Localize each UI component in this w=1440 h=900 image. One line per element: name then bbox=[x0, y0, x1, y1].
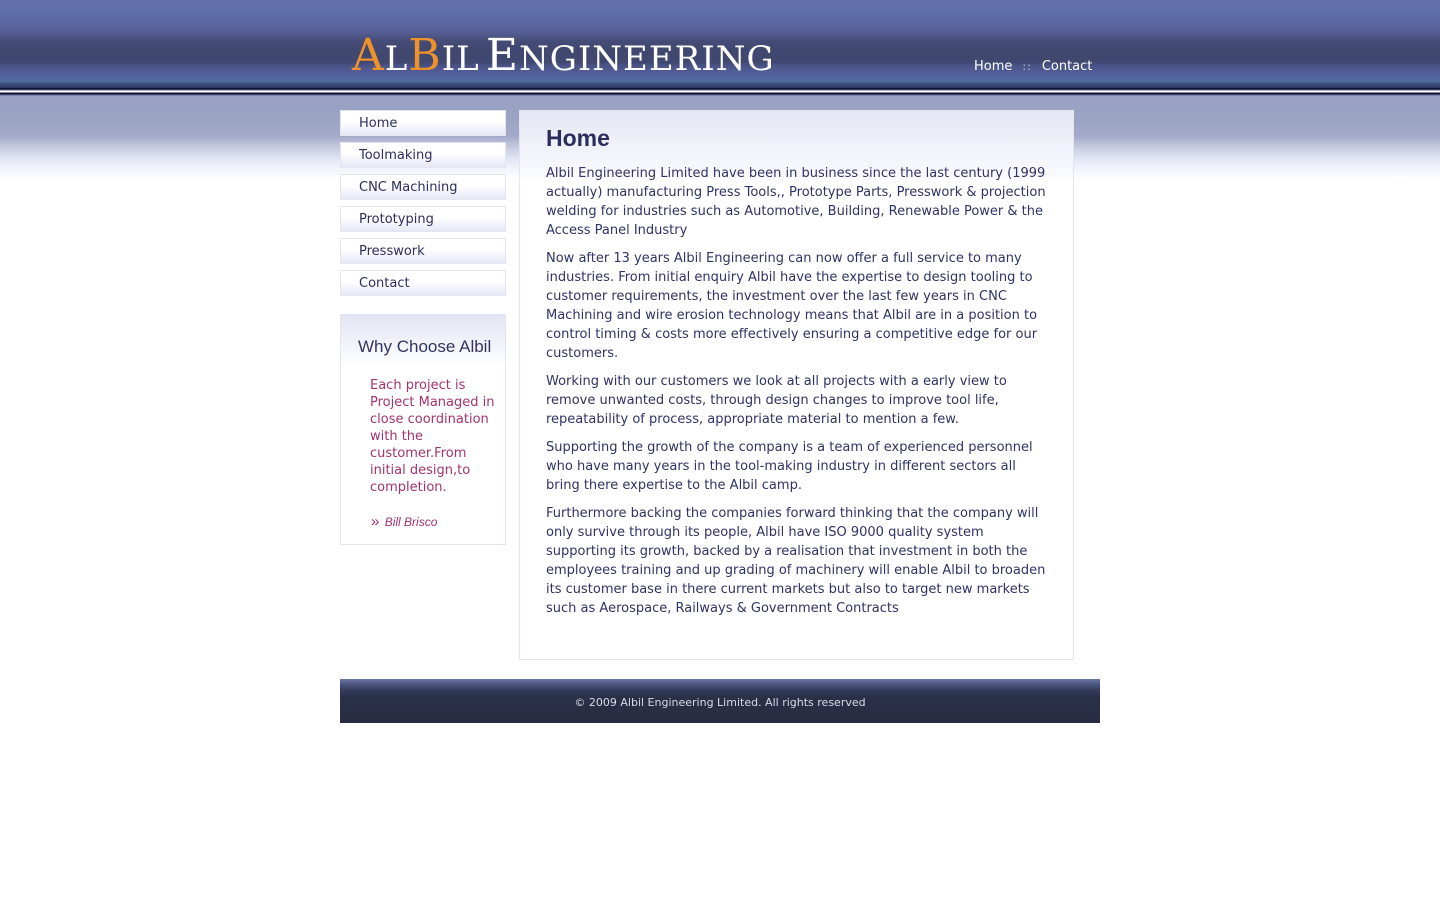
sidebar-item-cnc-machining[interactable]: CNC Machining bbox=[340, 174, 506, 200]
logo-letters-il: IL bbox=[441, 39, 480, 79]
sidebar-item-presswork[interactable]: Presswork bbox=[340, 238, 506, 264]
page-title: Home bbox=[546, 125, 610, 151]
site-logo[interactable] bbox=[352, 30, 775, 81]
content-paragraph: Now after 13 years Albil Engineering can now offer a full service to many industries. From initial enquiry Albil have the expertise to design tooling to customer requirements, the investment over the last few years in CNC Machining and wire erosion technology means that Albil are in a position to control timing & costs more effectively ensuring a competitive edge for our customers. bbox=[546, 251, 1038, 361]
logo-letter-l: L bbox=[384, 39, 409, 79]
raquo-icon: » bbox=[371, 513, 380, 530]
logo-letters-ngineering: NGINEERING bbox=[518, 39, 775, 79]
content-paragraph: Supporting the growth of the company is a team of experienced personnel who have many years in the tool-making industry in different sectors all bring there expertise to the Albil camp. bbox=[546, 440, 1033, 493]
logo-letter-b: B bbox=[408, 30, 442, 81]
why-choose-box bbox=[340, 314, 506, 545]
logo-letter-e: E bbox=[485, 30, 519, 81]
top-nav-home[interactable]: Home bbox=[974, 58, 1013, 74]
top-nav-separator: :: bbox=[1022, 59, 1032, 73]
quote-author-name: Bill Brisco bbox=[384, 515, 438, 529]
content-paragraph: Albil Engineering Limited have been in business since the last century (1999 actually) manufacturing Press Tools,, Prototype Parts, Presswork & projection welding for industries such as Automotive, Building, Renewable Power & the Access Panel Industry bbox=[546, 166, 1046, 238]
sidebar-item-toolmaking[interactable]: Toolmaking bbox=[340, 142, 506, 168]
content-paragraph: Furthermore backing the companies forward thinking that the company will only survive through its people, Albil have ISO 9000 quality system supporting its growth, backed by a realisation that investment in both the employees training and up grading of machinery will enable Albil to broaden its customer base in there current markets but also to target new markets such as Aerospace, Railways & Government Contracts bbox=[546, 506, 1046, 616]
top-nav-contact[interactable]: Contact bbox=[1041, 58, 1093, 74]
sidebar-item-prototyping[interactable]: Prototyping bbox=[340, 206, 506, 232]
sidebar-item-home[interactable]: Home bbox=[340, 110, 506, 136]
quote-author bbox=[341, 513, 505, 530]
footer bbox=[340, 679, 1100, 723]
copyright-text: © 2009 Albil Engineering Limited. All rights reserved bbox=[574, 696, 866, 709]
logo-letter-a: A bbox=[352, 30, 385, 81]
sidebar-item-contact[interactable]: Contact bbox=[340, 270, 506, 296]
sidebar-menu bbox=[340, 110, 506, 302]
why-choose-quote: Each project is Project Managed in close coordination with the customer.From initial design,to completion. bbox=[370, 378, 495, 495]
why-choose-title: Why Choose Albil bbox=[341, 315, 505, 369]
main-content bbox=[519, 110, 1074, 660]
content-paragraph: Working with our customers we look at all projects with a early view to remove unwanted costs, through design changes to improve tool life, repeatability of process, appropriate material to mention a few. bbox=[546, 374, 1007, 427]
header-divider-lines bbox=[0, 88, 1440, 96]
top-nav bbox=[974, 57, 1092, 75]
